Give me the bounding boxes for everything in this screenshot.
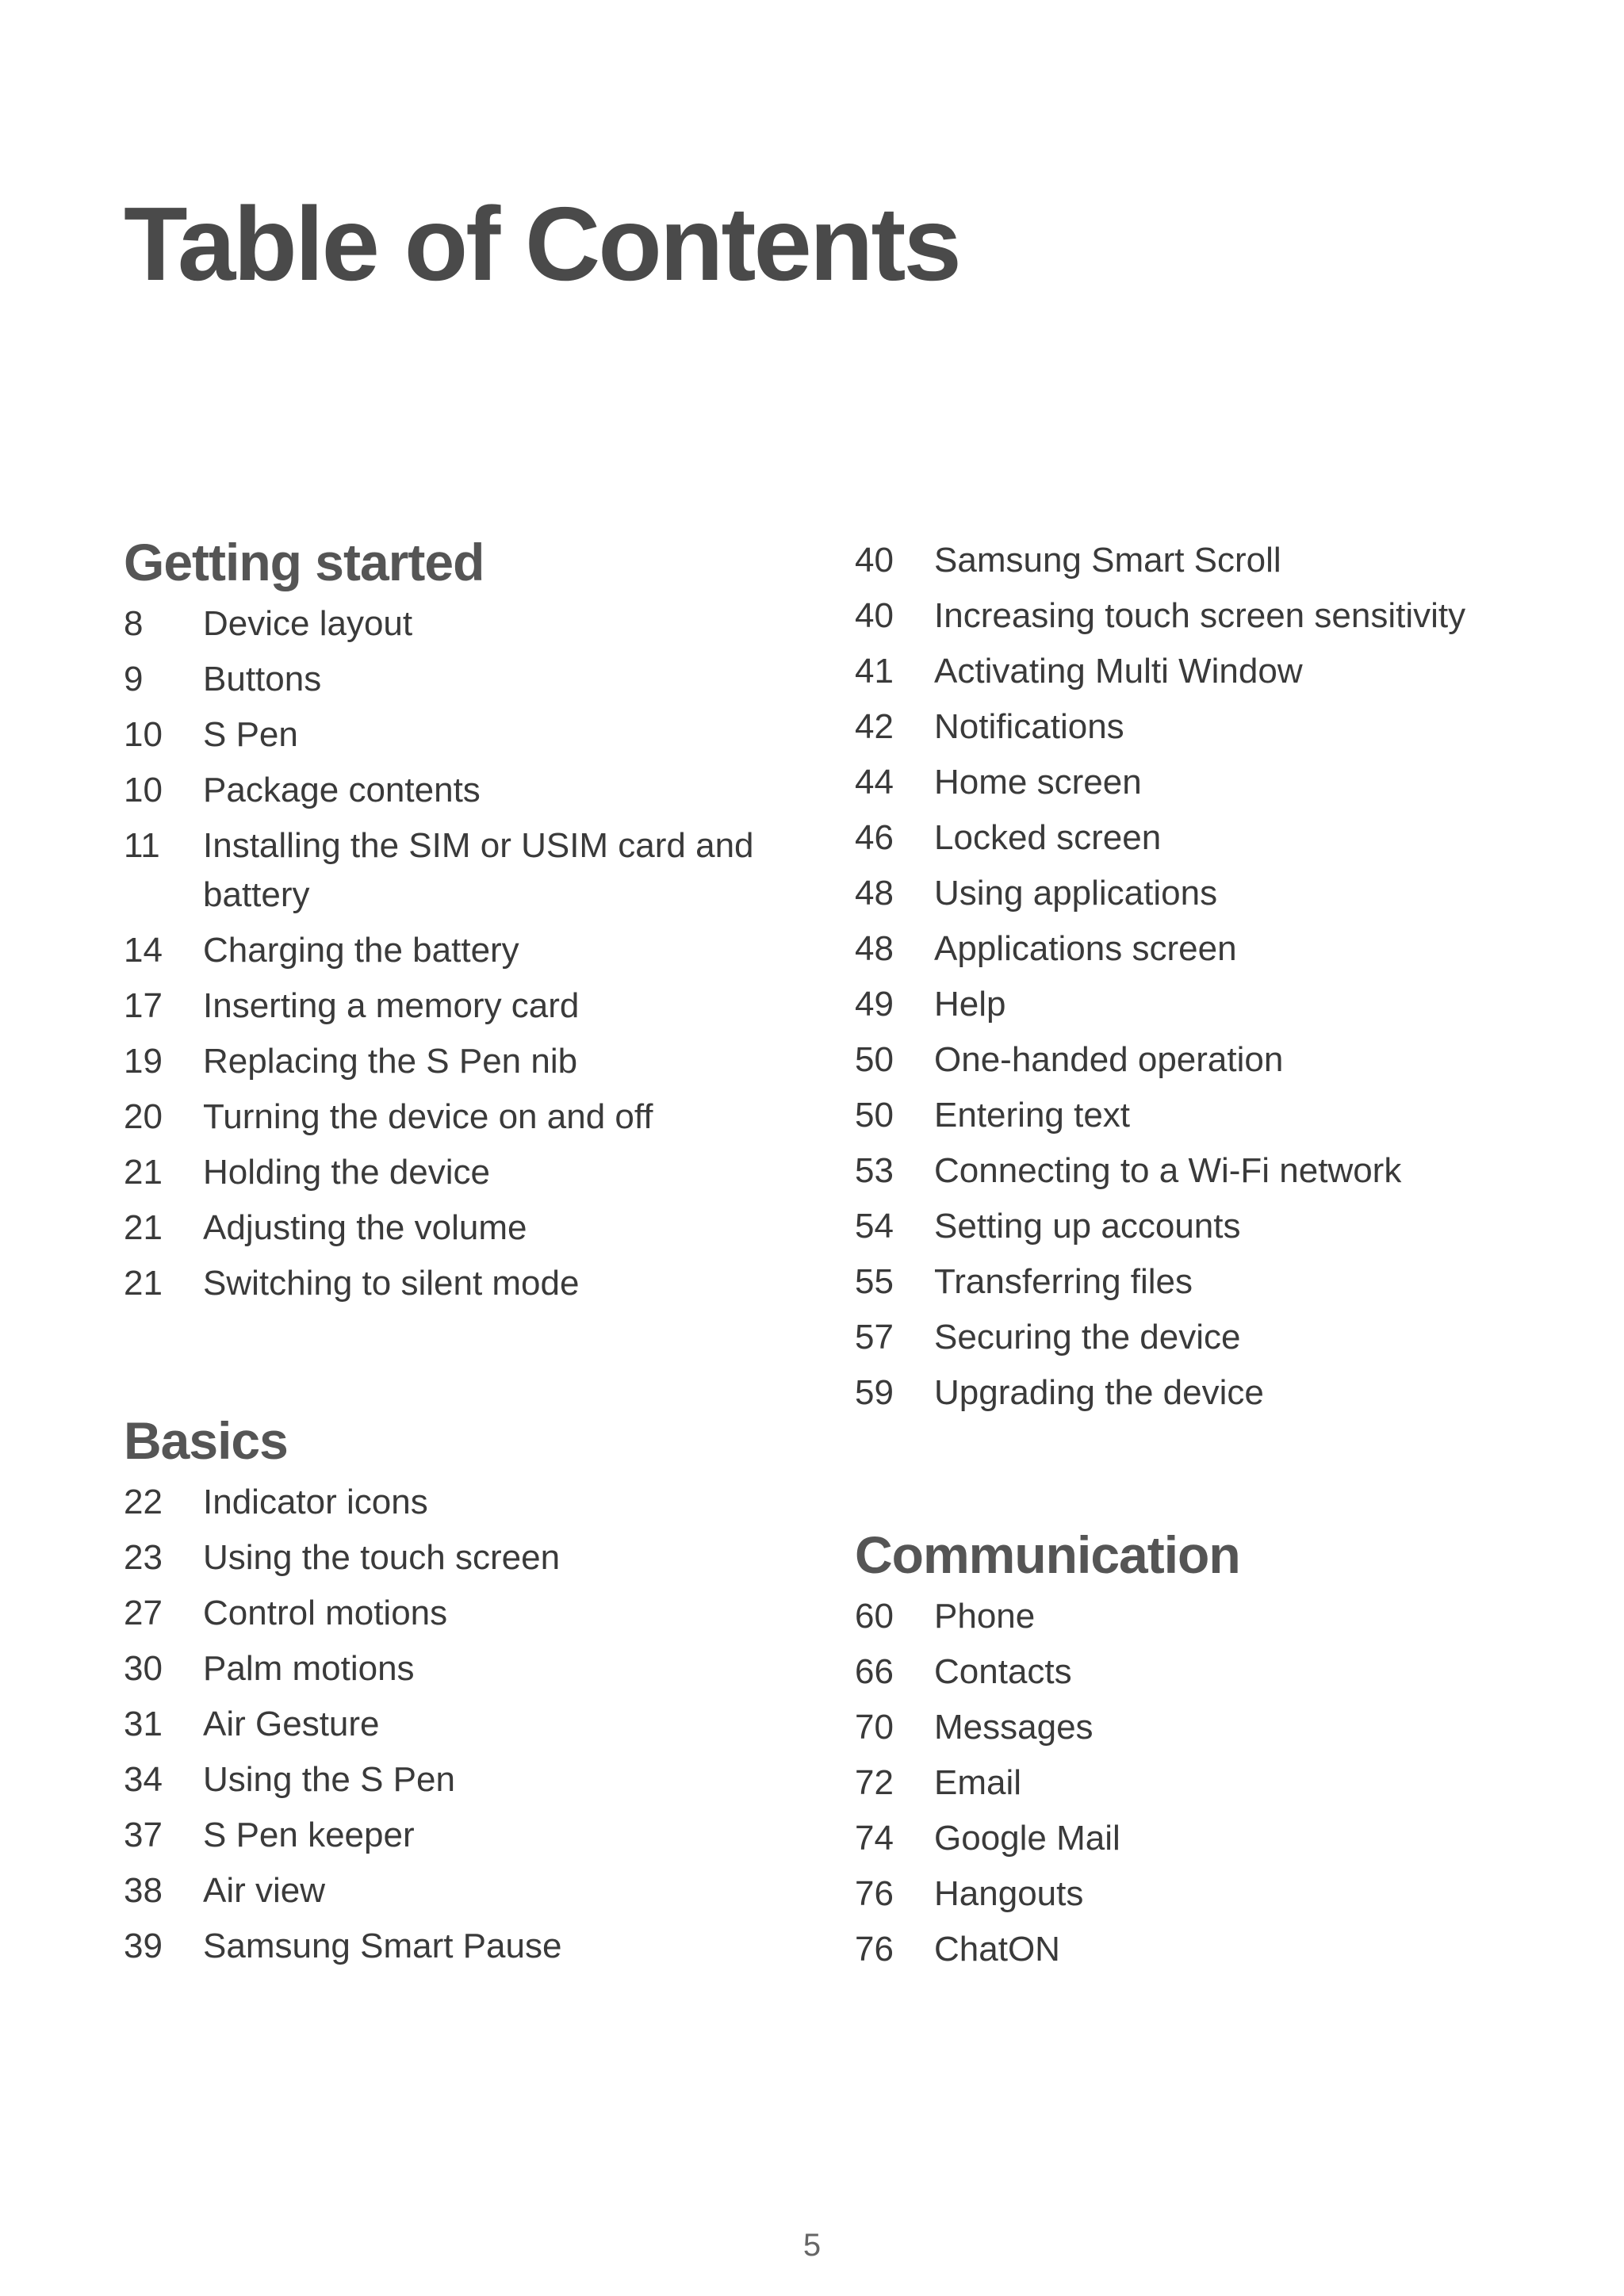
toc-entry-title: Control motions xyxy=(203,1593,448,1632)
toc-entry-title: Applications screen xyxy=(934,929,1237,968)
toc-page-number: 21 xyxy=(124,1207,163,1247)
toc-entry-title: Package contents xyxy=(203,770,481,809)
toc-entry-entering-text[interactable] xyxy=(855,1091,1537,1140)
toc-entry-buttons[interactable] xyxy=(124,655,806,704)
toc-page-number: 8 xyxy=(124,603,144,643)
toc-entry-title: Holding the device xyxy=(203,1152,491,1192)
toc-entry-touch-screen[interactable] xyxy=(124,1533,806,1582)
toc-entry-s-pen[interactable] xyxy=(124,710,806,760)
toc-entry-title: Messages xyxy=(934,1707,1094,1747)
toc-entry-title: S Pen xyxy=(203,714,298,754)
toc-entry-title: Device layout xyxy=(203,603,413,643)
toc-entry-title: Locked screen xyxy=(934,818,1162,857)
toc-entry-title: Securing the device xyxy=(934,1318,1241,1357)
toc-entry-title: Entering text xyxy=(934,1096,1131,1135)
toc-entry-package-contents[interactable] xyxy=(124,766,806,815)
toc-entry-email[interactable] xyxy=(855,1758,1537,1808)
toc-entry-adjusting-volume[interactable] xyxy=(124,1203,806,1253)
toc-entry-multi-window[interactable] xyxy=(855,647,1537,696)
toc-page-number: 48 xyxy=(855,929,894,968)
toc-entry-installing-sim[interactable] xyxy=(124,821,806,920)
toc-page-number: 60 xyxy=(855,1596,894,1636)
toc-page-number: 49 xyxy=(855,985,894,1024)
toc-entry-using-s-pen[interactable] xyxy=(124,1755,806,1804)
toc-entry-s-pen-nib[interactable] xyxy=(124,1037,806,1086)
toc-entry-control-motions[interactable] xyxy=(124,1589,806,1638)
toc-list-getting-started xyxy=(124,599,806,1308)
toc-entry-messages[interactable] xyxy=(855,1703,1537,1752)
toc-page-number: 23 xyxy=(124,1537,163,1577)
toc-entry-title: Phone xyxy=(934,1596,1036,1636)
toc-page-number: 42 xyxy=(855,707,894,746)
toc-page-number: 55 xyxy=(855,1262,894,1301)
toc-entry-title: Charging the battery xyxy=(203,930,519,970)
toc-page-number: 46 xyxy=(855,818,894,857)
toc-entry-title: Contacts xyxy=(934,1651,1072,1691)
toc-entry-indicator-icons[interactable] xyxy=(124,1478,806,1527)
toc-entry-wifi[interactable] xyxy=(855,1146,1537,1196)
toc-entry-help[interactable] xyxy=(855,980,1537,1029)
toc-entry-memory-card[interactable] xyxy=(124,982,806,1031)
toc-entry-home-screen[interactable] xyxy=(855,758,1537,807)
toc-entry-title: Email xyxy=(934,1762,1022,1802)
toc-entry-title: S Pen keeper xyxy=(203,1815,415,1854)
toc-page-number: 34 xyxy=(124,1759,163,1799)
toc-page-number: 38 xyxy=(124,1870,163,1910)
toc-entry-one-handed[interactable] xyxy=(855,1035,1537,1085)
toc-entry-chaton[interactable] xyxy=(855,1925,1537,1974)
toc-entry-device-layout[interactable] xyxy=(124,599,806,649)
toc-entry-applications-screen[interactable] xyxy=(855,924,1537,974)
toc-entry-title: Upgrading the device xyxy=(934,1373,1264,1412)
toc-entry-title: Notifications xyxy=(934,707,1124,746)
toc-page-number: 22 xyxy=(124,1482,163,1521)
toc-page-number: 20 xyxy=(124,1096,163,1136)
toc-page-number: 21 xyxy=(124,1152,163,1192)
toc-entry-title: Inserting a memory card xyxy=(203,985,580,1025)
section-spacer xyxy=(124,1314,806,1411)
toc-entry-phone[interactable] xyxy=(855,1592,1537,1641)
toc-entry-smart-scroll[interactable] xyxy=(855,536,1537,585)
toc-entry-using-applications[interactable] xyxy=(855,869,1537,918)
toc-page-number: 40 xyxy=(855,596,894,635)
toc-entry-title: Adjusting the volume xyxy=(203,1207,527,1247)
toc-list-basics xyxy=(124,1478,806,1971)
toc-page-number: 27 xyxy=(124,1593,163,1632)
toc-entry-title: Samsung Smart Pause xyxy=(203,1926,562,1965)
toc-entry-transferring-files[interactable] xyxy=(855,1257,1537,1307)
toc-page-number: 30 xyxy=(124,1648,163,1688)
toc-entry-touch-sensitivity[interactable] xyxy=(855,591,1537,641)
toc-page-number: 9 xyxy=(124,659,144,698)
toc-list-basics-continued xyxy=(855,536,1537,1418)
toc-page-number: 59 xyxy=(855,1373,894,1412)
toc-page-number: 40 xyxy=(855,541,894,580)
toc-entry-title: Air view xyxy=(203,1870,326,1910)
toc-page-number: 41 xyxy=(855,652,894,691)
toc-page-number: 14 xyxy=(124,930,163,970)
toc-entry-title: Hangouts xyxy=(934,1873,1084,1913)
toc-entry-silent-mode[interactable] xyxy=(124,1259,806,1308)
toc-page-number: 53 xyxy=(855,1151,894,1190)
toc-entry-title: Buttons xyxy=(203,659,322,698)
toc-entry-title: Indicator icons xyxy=(203,1482,428,1521)
toc-page-number: 76 xyxy=(855,1929,894,1969)
toc-entry-title: Palm motions xyxy=(203,1648,415,1688)
toc-page-number: 10 xyxy=(124,714,163,754)
toc-page-number: 48 xyxy=(855,874,894,913)
toc-entry-title: Turning the device on and off xyxy=(203,1096,653,1136)
toc-entry-title: Switching to silent mode xyxy=(203,1263,580,1303)
toc-page-number: 57 xyxy=(855,1318,894,1357)
page-number: 5 xyxy=(802,2228,822,2263)
toc-entry-holding-device[interactable] xyxy=(124,1148,806,1197)
section-heading-basics: Basics xyxy=(124,1410,288,1470)
toc-entry-notifications[interactable] xyxy=(855,702,1537,752)
toc-entry-title: Air Gesture xyxy=(203,1704,380,1743)
toc-page-number: 74 xyxy=(855,1818,894,1858)
toc-entry-hangouts[interactable] xyxy=(855,1869,1537,1919)
toc-page-number: 50 xyxy=(855,1040,894,1079)
toc-entry-accounts[interactable] xyxy=(855,1202,1537,1251)
toc-left-column xyxy=(124,533,806,1977)
toc-entry-title: Using the S Pen xyxy=(203,1759,455,1799)
toc-entry-title: ChatON xyxy=(934,1929,1060,1969)
toc-page-number: 50 xyxy=(855,1096,894,1135)
section-heading-communication: Communication xyxy=(855,1525,1240,1584)
toc-page-number: 54 xyxy=(855,1207,894,1246)
toc-entry-title: Setting up accounts xyxy=(934,1207,1241,1246)
toc-entry-turning-on-off[interactable] xyxy=(124,1093,806,1142)
section-heading-getting-started: Getting started xyxy=(124,533,485,591)
toc-page-number: 10 xyxy=(124,770,163,809)
toc-page-number: 76 xyxy=(855,1873,894,1913)
toc-entry-title: Help xyxy=(934,985,1006,1024)
toc-page-number: 39 xyxy=(124,1926,163,1965)
toc-page-number: 21 xyxy=(124,1263,163,1303)
toc-entry-charging-battery[interactable] xyxy=(124,926,806,975)
section-spacer xyxy=(855,1424,1537,1525)
toc-entry-title: Replacing the S Pen nib xyxy=(203,1041,578,1081)
toc-entry-google-mail[interactable] xyxy=(855,1814,1537,1863)
toc-page-number: 11 xyxy=(124,825,160,865)
toc-entry-air-gesture[interactable] xyxy=(124,1700,806,1749)
toc-page-number: 44 xyxy=(855,763,894,802)
toc-entry-palm-motions[interactable] xyxy=(124,1644,806,1693)
toc-entry-title: Transferring files xyxy=(934,1262,1193,1301)
toc-entry-title: Using the touch screen xyxy=(203,1537,561,1577)
toc-entry-title: Using applications xyxy=(934,874,1218,913)
toc-list-communication xyxy=(855,1592,1537,1974)
toc-entry-air-view[interactable] xyxy=(124,1866,806,1915)
toc-entry-title: Samsung Smart Scroll xyxy=(934,541,1281,580)
toc-page-number: 19 xyxy=(124,1041,163,1081)
toc-page-number: 17 xyxy=(124,985,163,1025)
toc-page-number: 37 xyxy=(124,1815,163,1854)
toc-page-number: 66 xyxy=(855,1651,894,1691)
toc-entry-title: Google Mail xyxy=(934,1818,1120,1858)
toc-entry-title: One-handed operation xyxy=(934,1040,1284,1079)
toc-entry-title: Activating Multi Window xyxy=(934,652,1303,691)
toc-entry-locked-screen[interactable] xyxy=(855,813,1537,863)
toc-entry-title: Installing the SIM or USIM card and battery xyxy=(203,825,754,914)
toc-entry-contacts[interactable] xyxy=(855,1647,1537,1697)
toc-entry-title: Home screen xyxy=(934,763,1142,802)
toc-entry-securing-device[interactable] xyxy=(855,1313,1537,1362)
toc-page-number: 31 xyxy=(124,1704,163,1743)
toc-right-column xyxy=(855,536,1537,1980)
toc-entry-smart-pause[interactable] xyxy=(124,1922,806,1971)
toc-page-number: 70 xyxy=(855,1707,894,1747)
toc-entry-s-pen-keeper[interactable] xyxy=(124,1811,806,1860)
page-title: Table of Contents xyxy=(124,186,959,302)
toc-page-number: 72 xyxy=(855,1762,894,1802)
toc-entry-title: Increasing touch screen sensitivity xyxy=(934,596,1466,635)
toc-entry-upgrading-device[interactable] xyxy=(855,1368,1537,1418)
toc-entry-title: Connecting to a Wi-Fi network xyxy=(934,1151,1402,1190)
